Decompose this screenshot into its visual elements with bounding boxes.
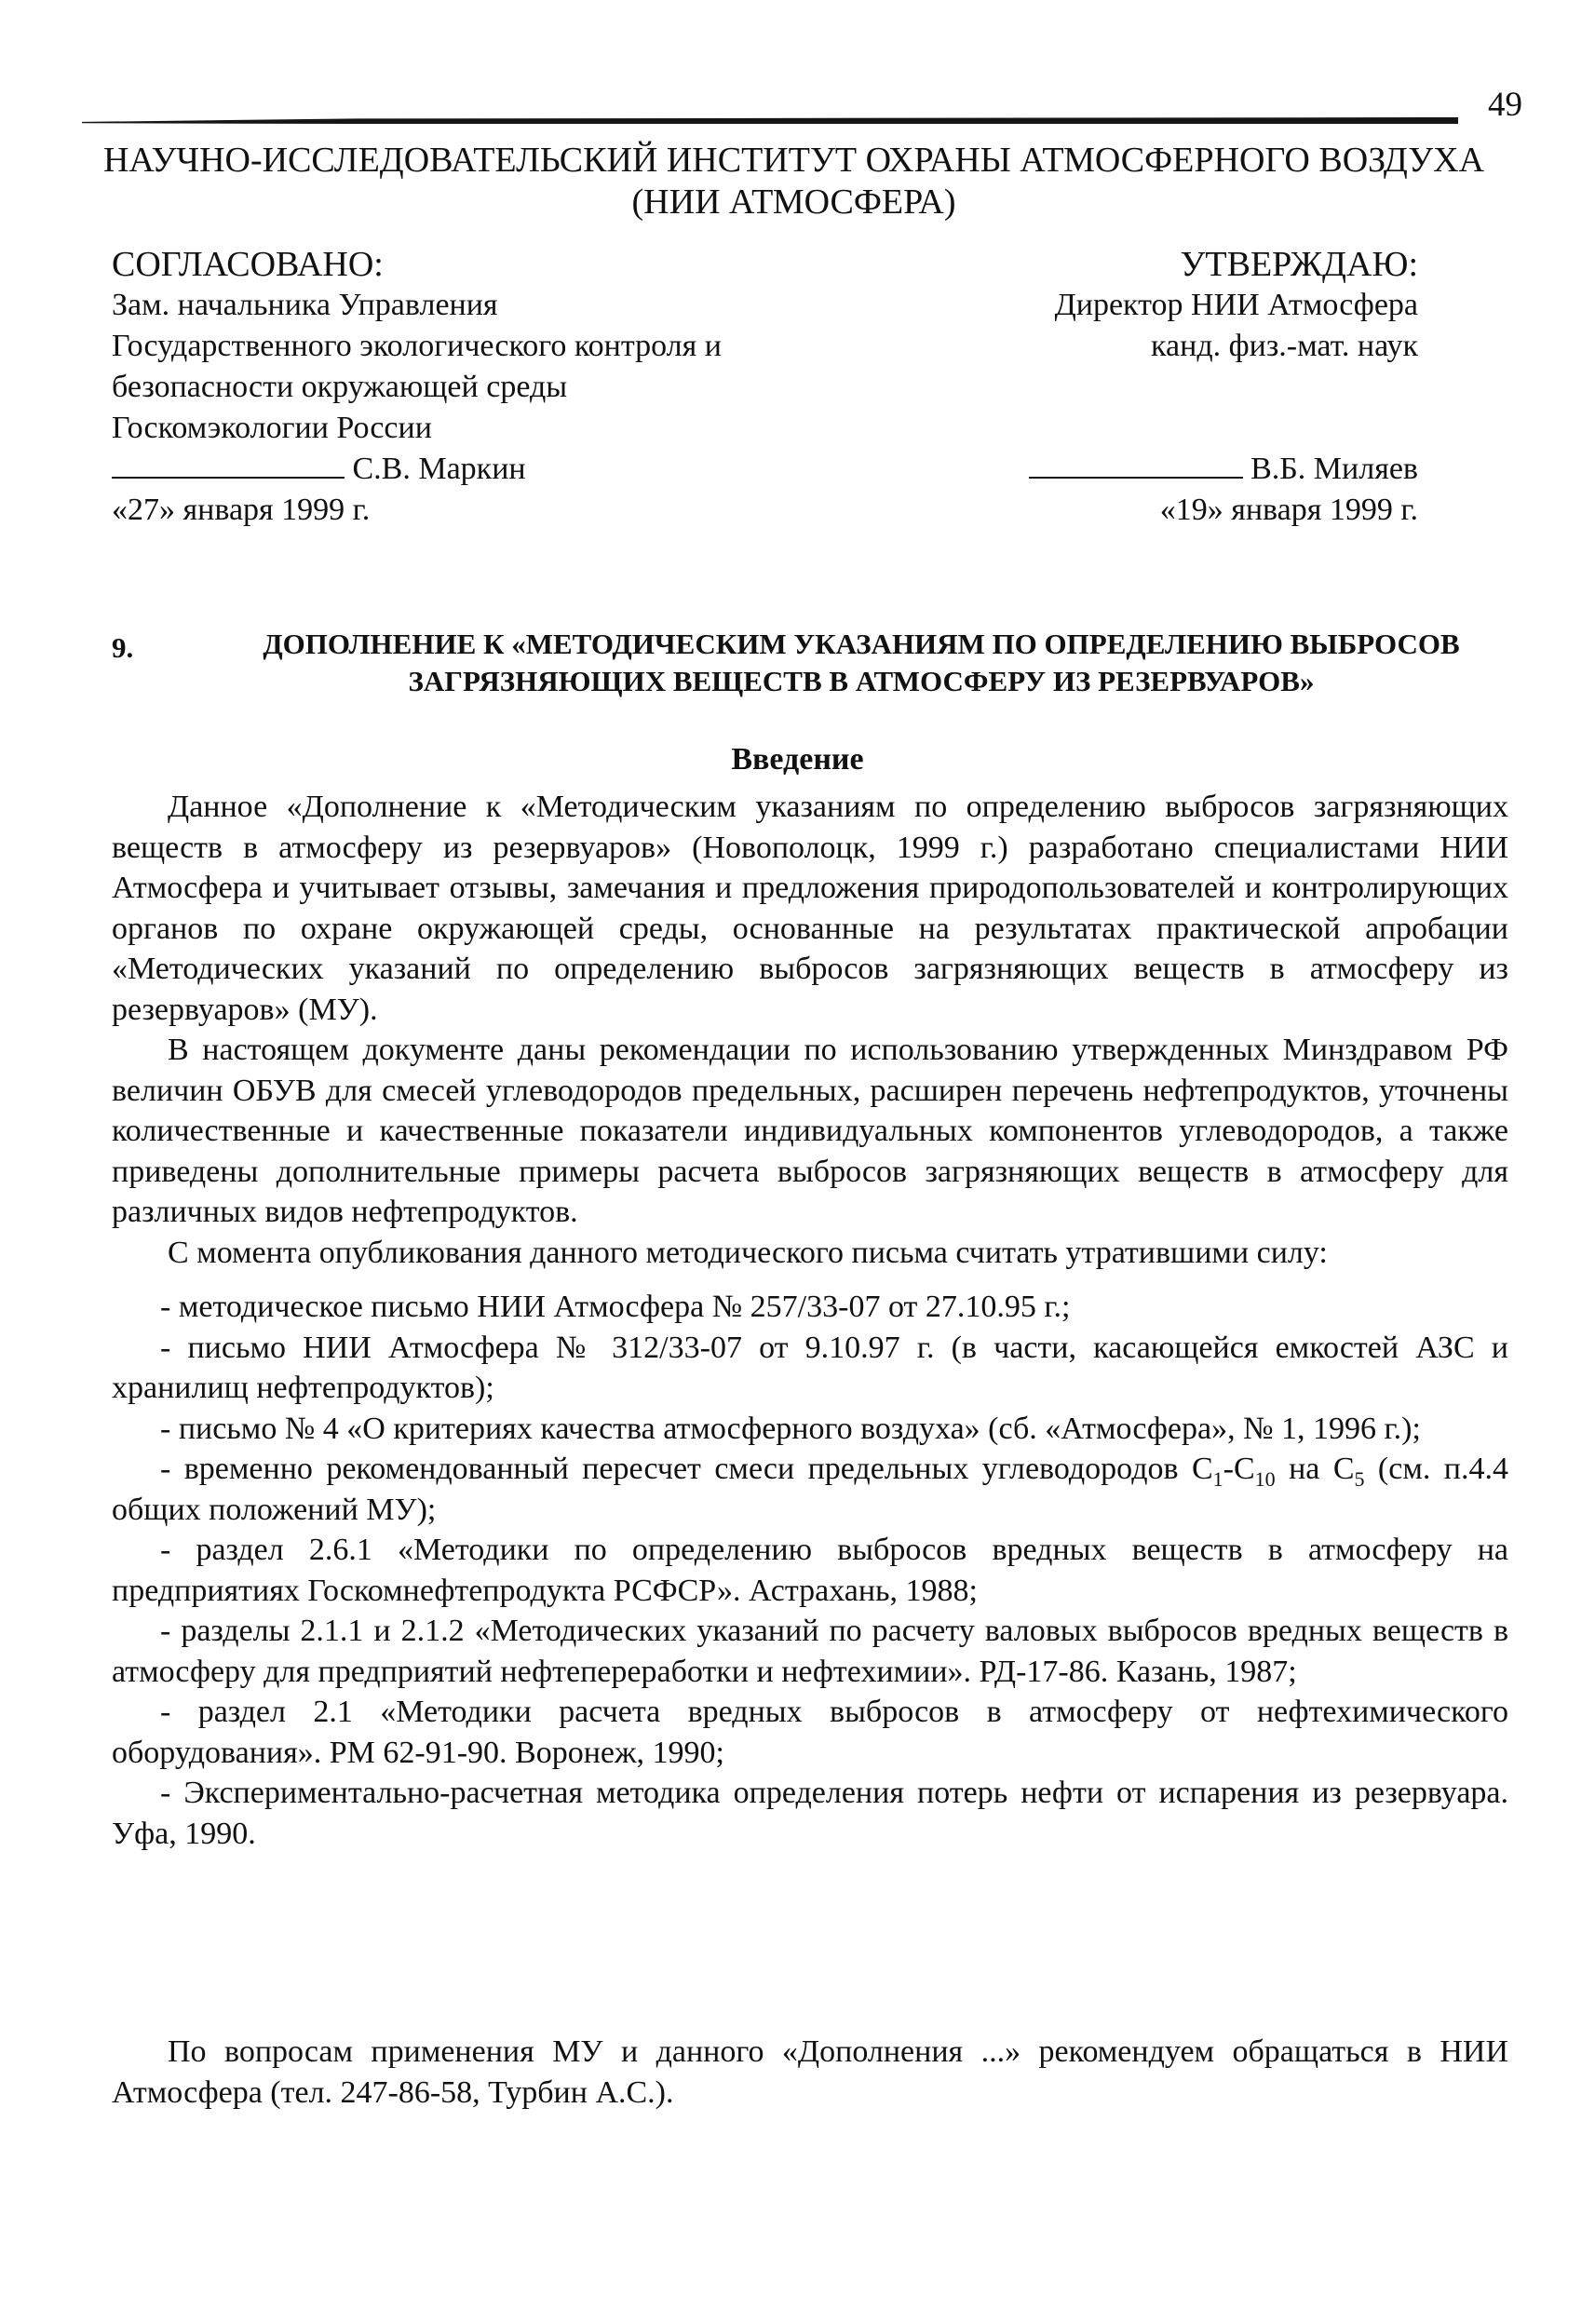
list-item-text: -С <box>1223 1452 1255 1486</box>
agreed-date: «27» января 1999 г. <box>112 493 371 527</box>
institute-abbrev: (НИИ АТМОСФЕРА) <box>631 182 956 222</box>
agreed-position-line1: Зам. начальника Управления <box>112 288 498 322</box>
body-text <box>112 787 1508 1854</box>
approved-heading: УТВЕРЖДАЮ: <box>1180 245 1418 284</box>
paragraph: В настоящем документе даны рекомендации по использованию утвержденных Минздравом РФ величин ОБУВ для смесей углеводородов предельных, расширен перечень нефтепродуктов, уточнены количественные и качественные показатели индивидуальных компонентов углеводородов, а также приведены дополнительные примеры расчета выбросов загрязняющих веществ в атмосферу для различных видов нефтепродуктов. <box>112 1033 1508 1229</box>
institute-name: НАУЧНО-ИССЛЕДОВАТЕЛЬСКИЙ ИНСТИТУТ ОХРАНЫ АТМОСФЕРНОГО ВОЗДУХА <box>102 141 1485 180</box>
list-item <box>112 1449 1508 1530</box>
intro-heading: Введение <box>731 742 864 777</box>
subscript: 5 <box>1354 1466 1365 1491</box>
approved-position-line1: Директор НИИ Атмосфера <box>1054 288 1418 322</box>
approved-position-line2: канд. физ.-мат. наук <box>1151 329 1418 363</box>
list-item: - раздел 2.1 «Методики расчета вредных выбросов в атмосферу от нефтехимического оборудования». РМ 62-91-90. Воронеж, 1990; <box>112 1695 1508 1770</box>
approved-date: «19» января 1999 г. <box>1159 493 1418 527</box>
subscript: 1 <box>1212 1466 1223 1491</box>
agreed-position-line3: безопасности окружающей среды <box>112 370 568 404</box>
approved-signature-line <box>1029 449 1418 490</box>
list-item: - письмо № 4 «О критериях качества атмосферного воздуха» (сб. «Атмосфера», № 1, 1996 г.); <box>160 1411 1421 1446</box>
agreed-signature-line <box>112 449 722 490</box>
list-item: - раздел 2.6.1 «Методики по определению выбросов вредных веществ в атмосферу на предприятиях Госкомнефтепродукта РСФСР». Астрахань, 1988; <box>112 1533 1508 1608</box>
signature-blank <box>112 449 345 479</box>
subscript: 10 <box>1254 1466 1276 1491</box>
approved-signatory: В.Б. Миляев <box>1250 452 1418 486</box>
approval-approved-block <box>1029 244 1418 531</box>
contact-paragraph: По вопросам применения МУ и данного «Дополнения ...» рекомендуем обращаться в НИИ Атмосфера (тел. 247-86-58, Турбин А.С.). <box>112 2034 1508 2110</box>
section-title-line1: ДОПОЛНЕНИЕ К «МЕТОДИЧЕСКИМ УКАЗАНИЯМ ПО ОПРЕДЕЛЕНИЮ ВЫБРОСОВ <box>263 628 1460 660</box>
list-item-text: - временно рекомендованный пересчет смеси предельных углеводородов С <box>160 1452 1213 1486</box>
contact-note <box>112 2032 1508 2113</box>
list-item-text: на С <box>1275 1452 1355 1486</box>
paragraph: С момента опубликования данного методического письма считать утратившими силу: <box>168 1235 1328 1270</box>
list-item-text: (см. п.4.4 общих положений МУ); <box>112 1452 1508 1527</box>
list-item: - методическое письмо НИИ Атмосфера № 257/33-07 от 27.10.95 г.; <box>160 1290 1071 1324</box>
page-number: 49 <box>1488 86 1522 124</box>
section-title-line2: ЗАГРЯЗНЯЮЩИХ ВЕЩЕСТВ В АТМОСФЕРУ ИЗ РЕЗЕРВУАРОВ» <box>408 665 1315 697</box>
signature-blank <box>1029 449 1243 479</box>
list-item: - Экспериментально-расчетная методика определения потерь нефти от испарения из резервуара. Уфа, 1990. <box>112 1776 1508 1851</box>
agreed-position-line2: Государственного экологического контроля и <box>112 329 722 363</box>
list-item: - письмо НИИ Атмосфера № 312/33-07 от 9.10.97 г. (в части, касающейся емкостей АЗС и хранилищ нефтепродуктов); <box>112 1330 1508 1405</box>
section-number: 9. <box>112 631 134 664</box>
agreed-signatory: С.В. Маркин <box>352 452 526 486</box>
agreed-heading: СОГЛАСОВАНО: <box>112 245 384 284</box>
section-title <box>214 626 1508 700</box>
paragraph: Данное «Дополнение к «Методическим указаниям по определению выбросов загрязняющих веществ в атмосферу из резервуаров» (Новополоцк, 1999 г.) разработано специалистами НИИ Атмосфера и учитывает отзывы, замечания и предложения природопользователей и контролирующих органов по охране окружающей среды, основанные на результатах практической апробации «Методических указаний по определению выбросов загрязняющих веществ в атмосферу из резервуаров» (МУ). <box>112 790 1508 1027</box>
header-rule <box>82 117 1458 124</box>
agreed-position-line4: Госкомэкологии России <box>112 411 432 445</box>
approval-agreed-block <box>112 244 722 531</box>
list-item: - разделы 2.1.1 и 2.1.2 «Методических указаний по расчету валовых выбросов вредных веществ в атмосферу для предприятий нефтепереработки и нефтехимии». РД-17-86. Казань, 1987; <box>112 1614 1508 1689</box>
section-heading <box>112 626 1508 700</box>
institute-header <box>74 140 1513 223</box>
